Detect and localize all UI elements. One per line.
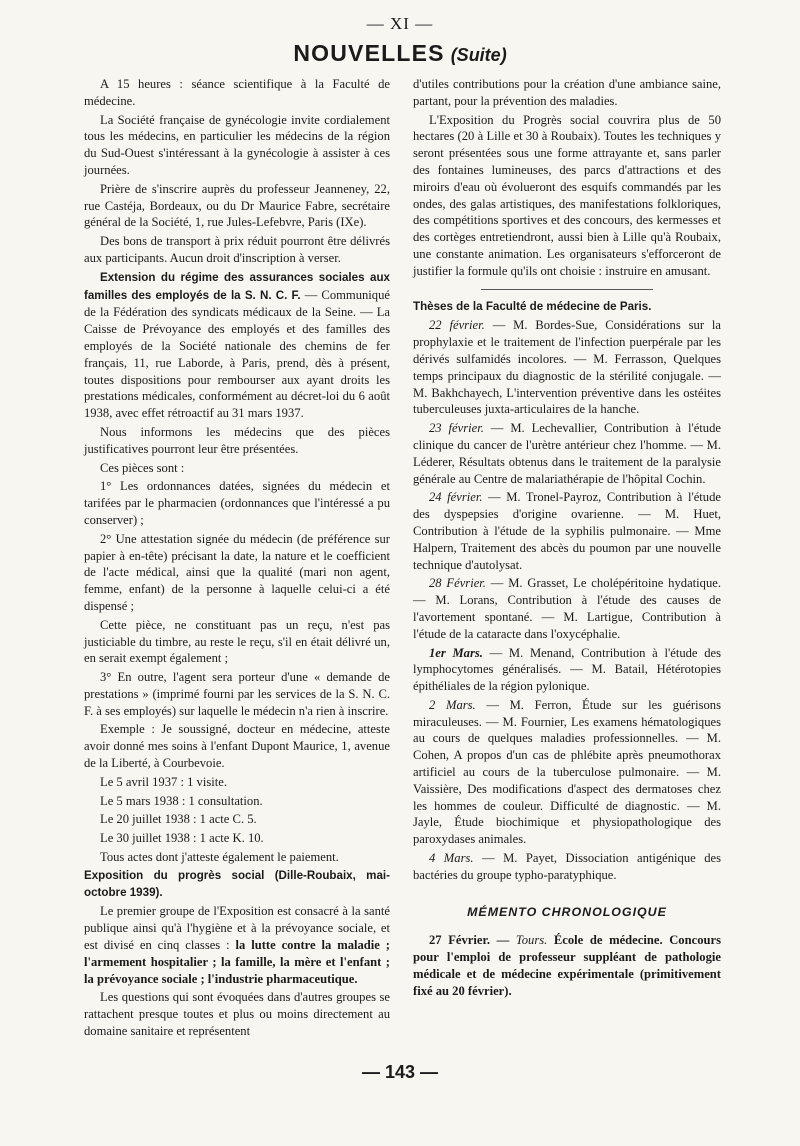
memento-heading: MÉMENTO CHRONOLOGIQUE bbox=[467, 904, 667, 919]
paragraph-text-bold: la lutte contre la maladie ; l'armement hospitalier ; la famille, la mère et l'enfant ; la prévoyance sociale ; l'industrie pharmaceutique. bbox=[84, 938, 390, 986]
thesis-entry bbox=[413, 489, 721, 573]
example-line: Le 30 juillet 1938 : 1 acte K. 10. bbox=[100, 831, 264, 846]
paragraph: Les questions qui sont évoquées dans d'autres groupes se rattachent presque toutes et plus ou moins directement au domaine sanitaire et représentent bbox=[84, 990, 390, 1039]
thesis-text: — M. Ferron, Étude sur les guérisons miraculeuses. — M. Fournier, Les examens hématologiques au cours de quelques maladies professionnelles. — M. Cohen, A propos d'un cas de phlébite après pneumothorax artificiel au cours de la tuberculose pulmonaire. — M. Vaissière, Des modifications d'aspect des dermatoses chez les hommes de couleur. Difficulté de diagnostic. — M. Jayle, Étude biochimique et physiopathologique des paroxydases animales. bbox=[413, 697, 722, 847]
paragraph bbox=[84, 903, 390, 987]
section-heading: Exposition du progrès social (Dille-Roubaix, mai-octobre 1939). bbox=[84, 868, 390, 899]
paragraph: 3° En outre, l'agent sera porteur d'une « demande de prestations » (imprimé fourni par les services de la S. N. C. F. à ses employés) sur laquelle le médecin n'a rien à inscrire. bbox=[84, 670, 390, 718]
title-main: NOUVELLES bbox=[293, 40, 445, 66]
section-text: — Communiqué de la Fédération des syndicats médicaux de la Seine. — La Caisse de Prévoyance des employés et des familles des employés de la Société nationale des chemins de fer français, 11, rue Laborde, à Paris, prend, dès à présent, toutes dispositions pour rembourser aux ayant droits les prestations médicales, conformément au décret-loi du 6 août 1938, avec effet rétroactif au 31 mars 1937. bbox=[84, 287, 390, 421]
thesis-entry bbox=[413, 697, 721, 848]
page-number: — 143 — bbox=[361, 1062, 439, 1082]
title-suffix: (Suite) bbox=[450, 45, 507, 65]
page-title bbox=[0, 40, 800, 67]
example-line: Le 5 avril 1937 : 1 visite. bbox=[100, 774, 227, 789]
thesis-entry bbox=[413, 317, 721, 418]
paragraph: A 15 heures : séance scientifique à la Faculté de médecine. bbox=[84, 77, 390, 108]
memento-entry bbox=[413, 932, 721, 999]
memento-date: 27 Février. — bbox=[429, 933, 516, 948]
example-line: Tous actes dont j'atteste également le paiement. bbox=[100, 850, 339, 865]
paragraph: L'Exposition du Progrès social couvrira plus de 50 hectares (20 à Lille et 30 à Roubaix). Toutes les techniques y seront présentées sous une forme attrayante et, sans parler des fontaines lumineuses, des parcs d'attractions et des miroirs d'eau où évolueront des esquifs commandés par les ondes, des galas artistiques, des manifestations folkloriques, des compétitions sportives et des concours, des kermesses et des cortèges entretiendront, aussi bien à Lille qu'à Roubaix, une constante animation. Les organisateurs s'efforceront de justifier la formule qu'ils ont choisie : instruire en amusant. bbox=[413, 112, 721, 278]
thesis-date: 4 Mars. bbox=[429, 851, 474, 866]
right-column bbox=[413, 76, 721, 1002]
paragraph: Exemple : Je soussigné, docteur en médecine, atteste avoir donné mes soins à l'enfant Dupont Maurice, 1, avenue de la Liberté, à Courbevoie. bbox=[84, 722, 390, 771]
paragraph: Cette pièce, ne constituant pas un reçu, n'est pas justiciable du timbre, au reste le reçu, s'il en était délivré un, en serait exempt également ; bbox=[84, 617, 390, 666]
thesis-text: — M. Menand, Contribution à l'étude des lymphocytomes généralisés. — M. Batail, Hétérotopies épithéliales de la région pylonique. bbox=[413, 645, 721, 694]
thesis-text: — M. Grasset, Le cholépéritoine hydatique. — M. Lorans, Contribution à l'étude des causes de l'avortement spontané. — M. Lartigue, Contribution à l'étude de la cataracte dans l'oxycéphalie. bbox=[413, 576, 721, 641]
thesis-date: 1er Mars. bbox=[429, 645, 483, 660]
paragraph: d'utiles contributions pour la création d'une ambiance saine, partant, pour la prévention des maladies. bbox=[413, 77, 721, 108]
thesis-date: 23 février. bbox=[429, 421, 484, 436]
thesis-entry bbox=[413, 645, 721, 695]
example-line: Le 20 juillet 1938 : 1 acte C. 5. bbox=[100, 812, 257, 827]
divider bbox=[481, 289, 653, 290]
thesis-entry bbox=[413, 850, 721, 884]
thesis-entry bbox=[413, 420, 721, 487]
thesis-date: 2 Mars. bbox=[429, 697, 476, 712]
paragraph: Prière de s'inscrire auprès du professeur Jeanneney, 22, rue Castéja, Bordeaux, ou du Dr Maurice Fabre, secrétaire général de la Société, 1, rue Jules-Lefebvre, Paris (IXe). bbox=[84, 181, 390, 230]
memento-city: Tours. bbox=[515, 933, 548, 948]
paragraph: 1° Les ordonnances datées, signées du médecin et tarifées par le pharmacien (ordonnances que l'intéressé a pu conserver) ; bbox=[84, 479, 390, 527]
thesis-text: — M. Tronel-Payroz, Contribution à l'étude des dyspepsies d'origine ovarienne. — M. Huet, Contribution à l'étude de la syphilis pulmonaire. — Mme Halpern, Traitement des abcès du poumon par une nouvelle technique d'autolysat. bbox=[413, 490, 721, 572]
thesis-text: — M. Payet, Dissociation antigénique des bactéries du groupe typho-paratyphique. bbox=[413, 851, 721, 882]
paragraph: Ces pièces sont : bbox=[100, 460, 185, 475]
left-column bbox=[84, 76, 390, 1042]
paragraph: La Société française de gynécologie invite cordialement tous les médecins, en particulier les médecins de la région du Sud-Ouest s'intéressant à la gynécologie à assister à ces journées. bbox=[84, 112, 390, 177]
thesis-text: — M. Bordes-Sue, Considérations sur la prophylaxie et le traitement de l'infection puerpérale par les dérivés sulfamidés incolores. — M. Ferrasson, Quelques temps principaux du diagnostic de la stérilité conjugale. — M. Bakhchayech, L'intervention préventive dans les ostéites tuberculeuses juxta-articulaires de la hanche. bbox=[413, 318, 721, 417]
paragraph: Nous informons les médecins que des pièces justificatives pourront leur être présentées. bbox=[84, 424, 390, 456]
page-roman-numeral: — XI — bbox=[366, 14, 434, 33]
paragraph: 2° Une attestation signée du médecin (de préférence sur papier à en-tête) précisant la date, la nature et le coefficient de l'acte médical, ainsi que la qualité (mari non agent, femme, enfant) de la personne à laquelle celui-ci a été dispensé ; bbox=[84, 531, 390, 613]
paragraph-text: Le premier groupe de l'Exposition est consacré à la santé publique ainsi qu'à l'hygiène et à la prévoyance sociale, et est divisé en cinq classes : bbox=[84, 904, 390, 953]
thesis-date: 24 février. bbox=[429, 490, 483, 505]
thesis-date: 22 février. bbox=[429, 318, 485, 333]
section-heading: Extension du régime des assurances sociales aux familles des employés de la S. N. C. F. bbox=[84, 270, 390, 302]
section-heading: Thèses de la Faculté de médecine de Paris. bbox=[413, 299, 652, 313]
example-line: Le 5 mars 1938 : 1 consultation. bbox=[100, 793, 263, 808]
paragraph: Des bons de transport à prix réduit pourront être délivrés aux participants. Aucun droit d'inscription à verser. bbox=[84, 234, 390, 265]
sncf-section bbox=[84, 269, 390, 422]
thesis-entry bbox=[413, 575, 721, 642]
memento-text: École de médecine. Concours pour l'emploi de professeur suppléant de pathologie médicale et de médecine expérimentale (primitivement fixé au 20 février). bbox=[413, 933, 721, 998]
thesis-date: 28 Février. bbox=[429, 576, 486, 591]
thesis-text: — M. Lechevallier, Contribution à l'étude clinique du cancer de l'urètre antérieur chez l'homme. — M. Léderer, Résultats obtenus dans le traitement de la paralysie générale au Centre de malariathérapie de l'hôpital Cochin. bbox=[413, 421, 721, 486]
